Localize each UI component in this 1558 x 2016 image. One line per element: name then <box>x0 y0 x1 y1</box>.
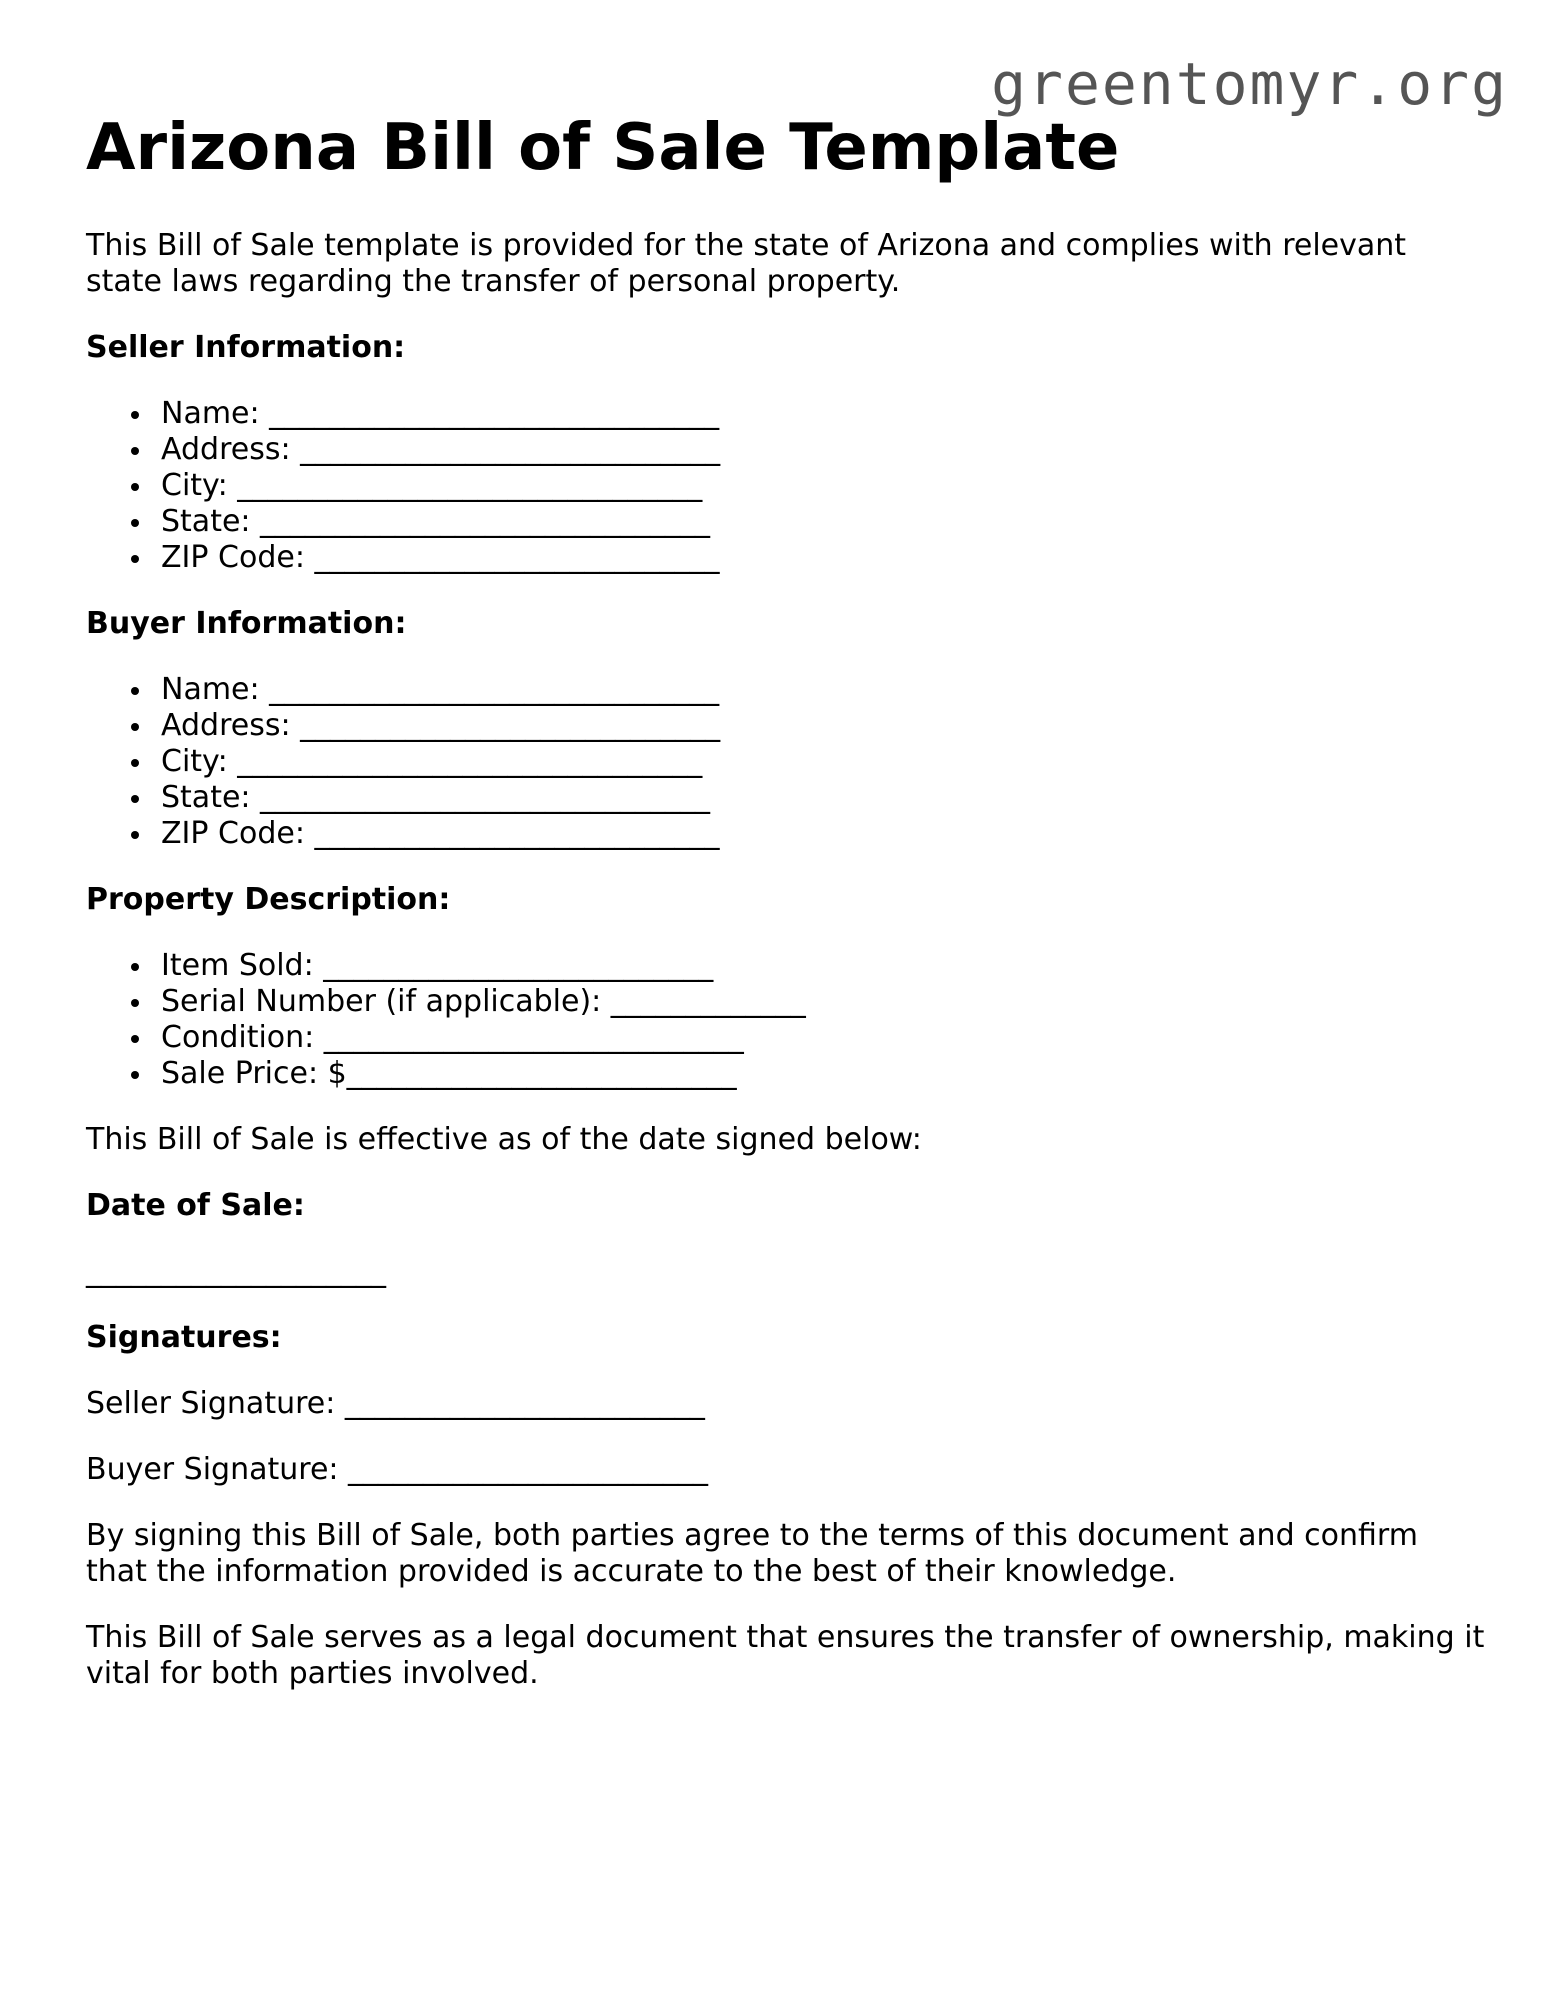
buyer-fields-list <box>86 672 1486 852</box>
buyer-signature-line: Buyer Signature: ________________________ <box>86 1452 709 1487</box>
document-body <box>86 108 1486 1722</box>
signatures-heading: Signatures: <box>86 1320 282 1355</box>
property-section-heading: Property Description: <box>86 882 451 917</box>
seller-zip-field: ZIP Code: ___________________________ <box>161 540 1486 576</box>
watermark-text: greentomyr.org <box>991 50 1508 118</box>
seller-name-field: Name: ______________________________ <box>161 396 1486 432</box>
sale-price-field: Sale Price: $__________________________ <box>161 1056 1486 1092</box>
serial-number-field: Serial Number (if applicable): _____________ <box>161 984 1486 1020</box>
seller-signature-line: Seller Signature: ________________________ <box>86 1386 705 1421</box>
seller-section-heading: Seller Information: <box>86 330 406 365</box>
buyer-zip-field: ZIP Code: ___________________________ <box>161 816 1486 852</box>
date-of-sale-line: ____________________ <box>86 1254 386 1289</box>
condition-field: Condition: ____________________________ <box>161 1020 1486 1056</box>
seller-city-field: City: _______________________________ <box>161 468 1486 504</box>
page-title: Arizona Bill of Sale Template <box>86 111 1120 185</box>
agreement-paragraph: By signing this Bill of Sale, both parties agree to the terms of this document and confirm that the information provided is accurate to the best of their knowledge. <box>86 1518 1418 1589</box>
seller-fields-list <box>86 396 1486 576</box>
buyer-city-field: City: _______________________________ <box>161 744 1486 780</box>
seller-address-field: Address: ____________________________ <box>161 432 1486 468</box>
property-fields-list <box>86 948 1486 1092</box>
buyer-state-field: State: ______________________________ <box>161 780 1486 816</box>
effective-date-paragraph: This Bill of Sale is effective as of the date signed below: <box>86 1122 922 1157</box>
buyer-name-field: Name: ______________________________ <box>161 672 1486 708</box>
item-sold-field: Item Sold: __________________________ <box>161 948 1486 984</box>
closing-paragraph: This Bill of Sale serves as a legal document that ensures the transfer of ownership, making it vital for both parties involved. <box>86 1620 1485 1691</box>
buyer-section-heading: Buyer Information: <box>86 606 407 641</box>
seller-state-field: State: ______________________________ <box>161 504 1486 540</box>
date-of-sale-heading: Date of Sale: <box>86 1188 305 1223</box>
buyer-address-field: Address: ____________________________ <box>161 708 1486 744</box>
intro-paragraph: This Bill of Sale template is provided for the state of Arizona and complies with relevant state laws regarding the transfer of personal property. <box>86 228 1407 299</box>
